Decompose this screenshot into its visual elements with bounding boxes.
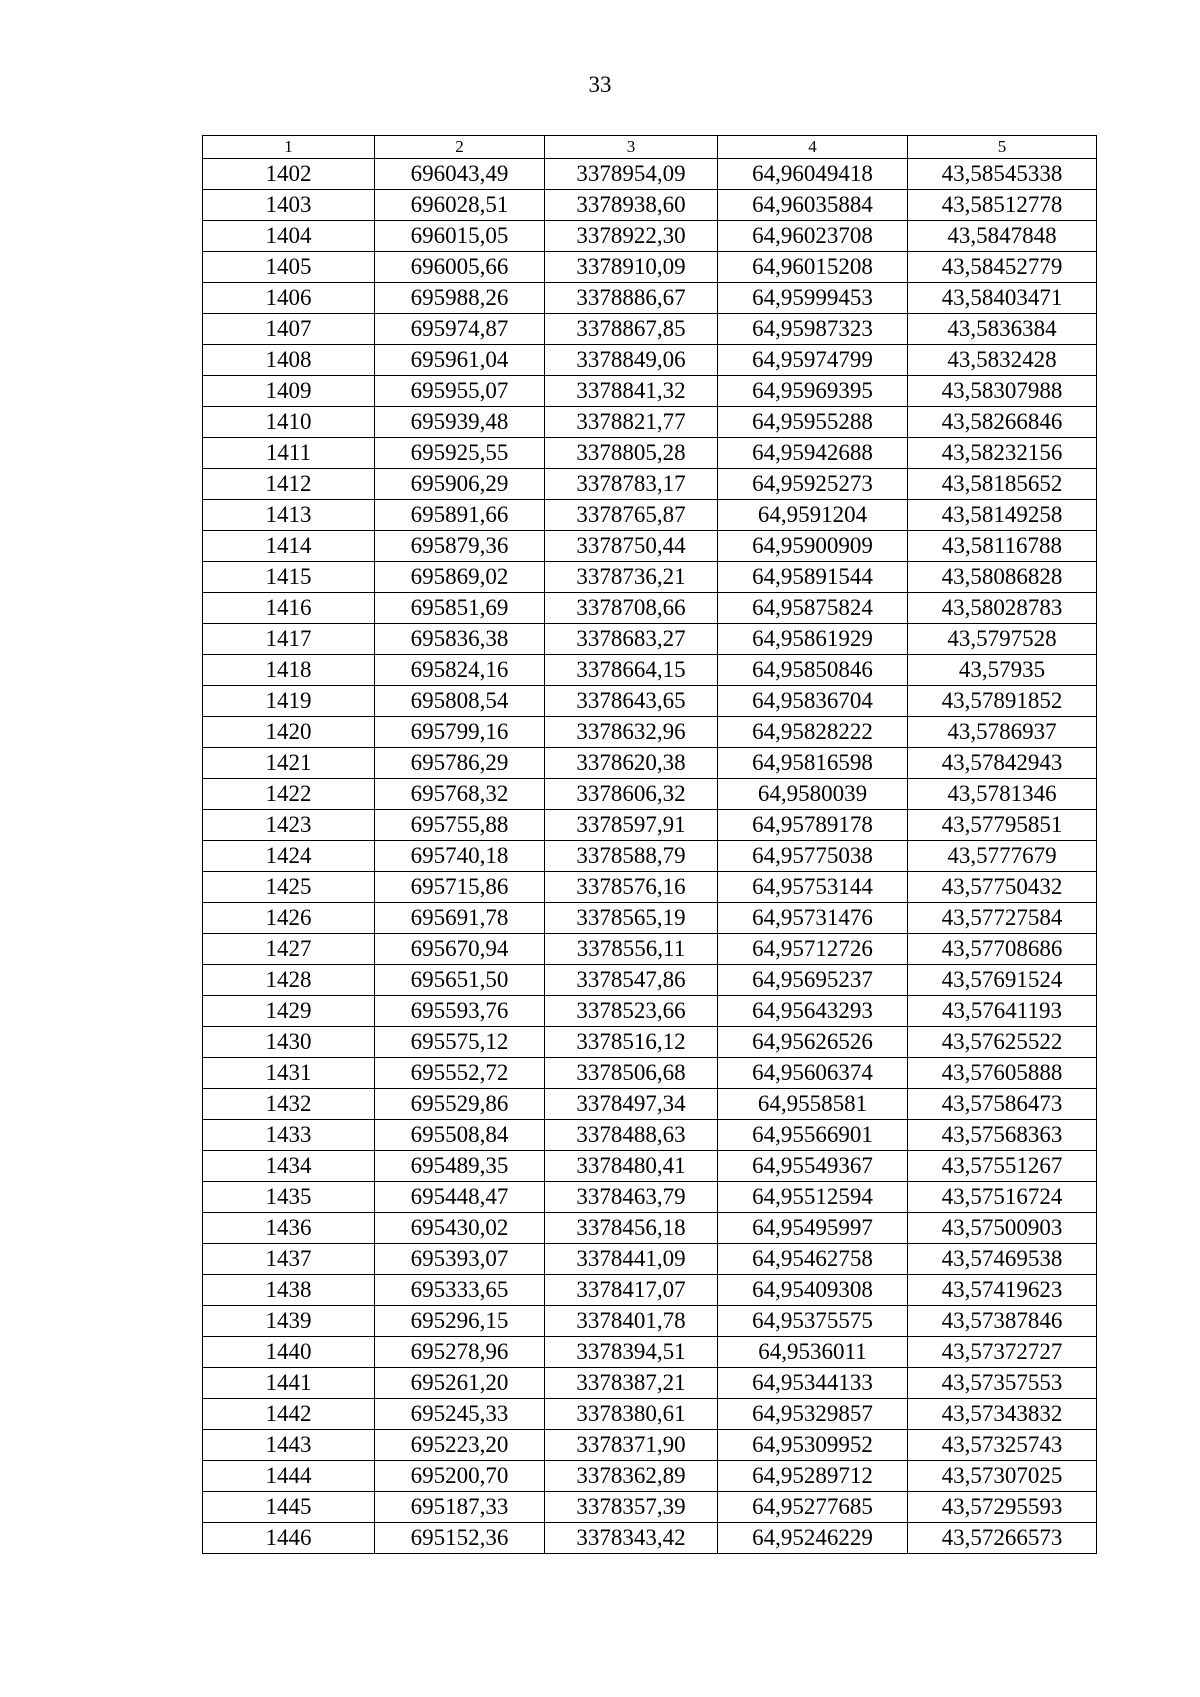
x-coordinate-cell: 695869,02 (375, 562, 545, 593)
x-coordinate-cell: 695448,47 (375, 1182, 545, 1213)
longitude-cell: 64,95344133 (718, 1368, 908, 1399)
x-coordinate-cell: 695740,18 (375, 841, 545, 872)
table-row (203, 283, 1097, 314)
latitude-cell: 43,57295593 (908, 1492, 1097, 1523)
table-row (203, 903, 1097, 934)
y-coordinate-cell: 3378938,60 (545, 190, 718, 221)
x-coordinate-cell: 695906,29 (375, 469, 545, 500)
longitude-cell: 64,95789178 (718, 810, 908, 841)
longitude-cell: 64,96023708 (718, 221, 908, 252)
latitude-cell: 43,58116788 (908, 531, 1097, 562)
y-coordinate-cell: 3378463,79 (545, 1182, 718, 1213)
table-row (203, 314, 1097, 345)
longitude-cell: 64,96015208 (718, 252, 908, 283)
x-coordinate-cell: 695278,96 (375, 1337, 545, 1368)
point-number-cell: 1405 (203, 252, 375, 283)
table-row (203, 1368, 1097, 1399)
longitude-cell: 64,95329857 (718, 1399, 908, 1430)
latitude-cell: 43,57419623 (908, 1275, 1097, 1306)
y-coordinate-cell: 3378886,67 (545, 283, 718, 314)
x-coordinate-cell: 695836,38 (375, 624, 545, 655)
y-coordinate-cell: 3378565,19 (545, 903, 718, 934)
point-number-cell: 1406 (203, 283, 375, 314)
point-number-cell: 1435 (203, 1182, 375, 1213)
point-number-cell: 1407 (203, 314, 375, 345)
point-number-cell: 1444 (203, 1461, 375, 1492)
longitude-cell: 64,95695237 (718, 965, 908, 996)
x-coordinate-cell: 695988,26 (375, 283, 545, 314)
latitude-cell: 43,58185652 (908, 469, 1097, 500)
x-coordinate-cell: 695508,84 (375, 1120, 545, 1151)
x-coordinate-cell: 695552,72 (375, 1058, 545, 1089)
longitude-cell: 64,9536011 (718, 1337, 908, 1368)
x-coordinate-cell: 695261,20 (375, 1368, 545, 1399)
x-coordinate-cell: 696043,49 (375, 159, 545, 190)
y-coordinate-cell: 3378606,32 (545, 779, 718, 810)
table-row (203, 159, 1097, 190)
point-number-cell: 1419 (203, 686, 375, 717)
point-number-cell: 1446 (203, 1523, 375, 1554)
point-number-cell: 1427 (203, 934, 375, 965)
x-coordinate-cell: 696028,51 (375, 190, 545, 221)
longitude-cell: 64,95974799 (718, 345, 908, 376)
y-coordinate-cell: 3378357,39 (545, 1492, 718, 1523)
table-row (203, 1058, 1097, 1089)
latitude-cell: 43,5797528 (908, 624, 1097, 655)
latitude-cell: 43,57691524 (908, 965, 1097, 996)
point-number-cell: 1415 (203, 562, 375, 593)
latitude-cell: 43,58086828 (908, 562, 1097, 593)
table-row (203, 1306, 1097, 1337)
latitude-cell: 43,57891852 (908, 686, 1097, 717)
table-row (203, 407, 1097, 438)
latitude-cell: 43,58266846 (908, 407, 1097, 438)
table-row (203, 1337, 1097, 1368)
longitude-cell: 64,95606374 (718, 1058, 908, 1089)
x-coordinate-cell: 695786,29 (375, 748, 545, 779)
x-coordinate-cell: 695223,20 (375, 1430, 545, 1461)
longitude-cell: 64,95999453 (718, 283, 908, 314)
point-number-cell: 1425 (203, 872, 375, 903)
point-number-cell: 1410 (203, 407, 375, 438)
x-coordinate-cell: 695879,36 (375, 531, 545, 562)
y-coordinate-cell: 3378867,85 (545, 314, 718, 345)
y-coordinate-cell: 3378736,21 (545, 562, 718, 593)
table-row (203, 190, 1097, 221)
latitude-cell: 43,58028783 (908, 593, 1097, 624)
longitude-cell: 64,95566901 (718, 1120, 908, 1151)
x-coordinate-cell: 695393,07 (375, 1244, 545, 1275)
y-coordinate-cell: 3378750,44 (545, 531, 718, 562)
latitude-cell: 43,5836384 (908, 314, 1097, 345)
table-row (203, 1182, 1097, 1213)
point-number-cell: 1408 (203, 345, 375, 376)
y-coordinate-cell: 3378556,11 (545, 934, 718, 965)
table-row (203, 1213, 1097, 1244)
x-coordinate-cell: 695691,78 (375, 903, 545, 934)
y-coordinate-cell: 3378620,38 (545, 748, 718, 779)
longitude-cell: 64,95643293 (718, 996, 908, 1027)
point-number-cell: 1426 (203, 903, 375, 934)
point-number-cell: 1402 (203, 159, 375, 190)
column-header-2: 2 (375, 136, 545, 159)
latitude-cell: 43,58232156 (908, 438, 1097, 469)
point-number-cell: 1434 (203, 1151, 375, 1182)
y-coordinate-cell: 3378523,66 (545, 996, 718, 1027)
latitude-cell: 43,57795851 (908, 810, 1097, 841)
point-number-cell: 1412 (203, 469, 375, 500)
table-row (203, 345, 1097, 376)
longitude-cell: 64,95731476 (718, 903, 908, 934)
table-row (203, 655, 1097, 686)
header-row (203, 136, 1097, 159)
longitude-cell: 64,95925273 (718, 469, 908, 500)
latitude-cell: 43,57641193 (908, 996, 1097, 1027)
coordinates-table (202, 135, 1097, 1554)
point-number-cell: 1413 (203, 500, 375, 531)
point-number-cell: 1414 (203, 531, 375, 562)
latitude-cell: 43,57625522 (908, 1027, 1097, 1058)
table-row (203, 562, 1097, 593)
table-row (203, 593, 1097, 624)
table-row (203, 1151, 1097, 1182)
longitude-cell: 64,95495997 (718, 1213, 908, 1244)
latitude-cell: 43,57387846 (908, 1306, 1097, 1337)
latitude-cell: 43,57343832 (908, 1399, 1097, 1430)
page-number: 33 (588, 72, 612, 97)
x-coordinate-cell: 695670,94 (375, 934, 545, 965)
point-number-cell: 1442 (203, 1399, 375, 1430)
point-number-cell: 1437 (203, 1244, 375, 1275)
table-header (203, 136, 1097, 159)
latitude-cell: 43,57586473 (908, 1089, 1097, 1120)
table-row (203, 779, 1097, 810)
point-number-cell: 1428 (203, 965, 375, 996)
latitude-cell: 43,5781346 (908, 779, 1097, 810)
x-coordinate-cell: 695152,36 (375, 1523, 545, 1554)
longitude-cell: 64,95875824 (718, 593, 908, 624)
longitude-cell: 64,95277685 (718, 1492, 908, 1523)
y-coordinate-cell: 3378506,68 (545, 1058, 718, 1089)
point-number-cell: 1431 (203, 1058, 375, 1089)
longitude-cell: 64,95512594 (718, 1182, 908, 1213)
longitude-cell: 64,95626526 (718, 1027, 908, 1058)
x-coordinate-cell: 695575,12 (375, 1027, 545, 1058)
point-number-cell: 1438 (203, 1275, 375, 1306)
y-coordinate-cell: 3378708,66 (545, 593, 718, 624)
longitude-cell: 64,95775038 (718, 841, 908, 872)
latitude-cell: 43,57500903 (908, 1213, 1097, 1244)
y-coordinate-cell: 3378480,41 (545, 1151, 718, 1182)
longitude-cell: 64,95289712 (718, 1461, 908, 1492)
longitude-cell: 64,95816598 (718, 748, 908, 779)
point-number-cell: 1436 (203, 1213, 375, 1244)
point-number-cell: 1440 (203, 1337, 375, 1368)
point-number-cell: 1429 (203, 996, 375, 1027)
latitude-cell: 43,57842943 (908, 748, 1097, 779)
y-coordinate-cell: 3378516,12 (545, 1027, 718, 1058)
longitude-cell: 64,9580039 (718, 779, 908, 810)
table-row (203, 1461, 1097, 1492)
point-number-cell: 1430 (203, 1027, 375, 1058)
table-row (203, 717, 1097, 748)
y-coordinate-cell: 3378643,65 (545, 686, 718, 717)
latitude-cell: 43,5777679 (908, 841, 1097, 872)
longitude-cell: 64,9558581 (718, 1089, 908, 1120)
longitude-cell: 64,96049418 (718, 159, 908, 190)
table-row (203, 221, 1097, 252)
table-row (203, 469, 1097, 500)
table-row (203, 1399, 1097, 1430)
longitude-cell: 64,95246229 (718, 1523, 908, 1554)
y-coordinate-cell: 3378417,07 (545, 1275, 718, 1306)
point-number-cell: 1433 (203, 1120, 375, 1151)
x-coordinate-cell: 695593,76 (375, 996, 545, 1027)
table-row (203, 996, 1097, 1027)
table-body (203, 159, 1097, 1554)
x-coordinate-cell: 695651,50 (375, 965, 545, 996)
longitude-cell: 64,95549367 (718, 1151, 908, 1182)
y-coordinate-cell: 3378765,87 (545, 500, 718, 531)
point-number-cell: 1418 (203, 655, 375, 686)
latitude-cell: 43,58452779 (908, 252, 1097, 283)
point-number-cell: 1421 (203, 748, 375, 779)
latitude-cell: 43,57750432 (908, 872, 1097, 903)
latitude-cell: 43,57727584 (908, 903, 1097, 934)
x-coordinate-cell: 695430,02 (375, 1213, 545, 1244)
y-coordinate-cell: 3378488,63 (545, 1120, 718, 1151)
table-row (203, 841, 1097, 872)
y-coordinate-cell: 3378821,77 (545, 407, 718, 438)
x-coordinate-cell: 695925,55 (375, 438, 545, 469)
latitude-cell: 43,5832428 (908, 345, 1097, 376)
y-coordinate-cell: 3378547,86 (545, 965, 718, 996)
x-coordinate-cell: 695939,48 (375, 407, 545, 438)
latitude-cell: 43,57551267 (908, 1151, 1097, 1182)
longitude-cell: 64,95900909 (718, 531, 908, 562)
table-row (203, 1089, 1097, 1120)
table-row (203, 1523, 1097, 1554)
longitude-cell: 64,95828222 (718, 717, 908, 748)
table-row (203, 872, 1097, 903)
latitude-cell: 43,57357553 (908, 1368, 1097, 1399)
y-coordinate-cell: 3378664,15 (545, 655, 718, 686)
longitude-cell: 64,9591204 (718, 500, 908, 531)
y-coordinate-cell: 3378387,21 (545, 1368, 718, 1399)
y-coordinate-cell: 3378910,09 (545, 252, 718, 283)
x-coordinate-cell: 695974,87 (375, 314, 545, 345)
x-coordinate-cell: 695891,66 (375, 500, 545, 531)
point-number-cell: 1404 (203, 221, 375, 252)
point-number-cell: 1420 (203, 717, 375, 748)
y-coordinate-cell: 3378922,30 (545, 221, 718, 252)
x-coordinate-cell: 695715,86 (375, 872, 545, 903)
point-number-cell: 1423 (203, 810, 375, 841)
x-coordinate-cell: 695961,04 (375, 345, 545, 376)
point-number-cell: 1416 (203, 593, 375, 624)
x-coordinate-cell: 696005,66 (375, 252, 545, 283)
latitude-cell: 43,58307988 (908, 376, 1097, 407)
point-number-cell: 1439 (203, 1306, 375, 1337)
latitude-cell: 43,58512778 (908, 190, 1097, 221)
y-coordinate-cell: 3378597,91 (545, 810, 718, 841)
y-coordinate-cell: 3378576,16 (545, 872, 718, 903)
x-coordinate-cell: 695808,54 (375, 686, 545, 717)
latitude-cell: 43,57708686 (908, 934, 1097, 965)
latitude-cell: 43,5847848 (908, 221, 1097, 252)
latitude-cell: 43,57307025 (908, 1461, 1097, 1492)
y-coordinate-cell: 3378456,18 (545, 1213, 718, 1244)
table-row (203, 1120, 1097, 1151)
latitude-cell: 43,57469538 (908, 1244, 1097, 1275)
longitude-cell: 64,95969395 (718, 376, 908, 407)
longitude-cell: 64,95861929 (718, 624, 908, 655)
x-coordinate-cell: 695529,86 (375, 1089, 545, 1120)
x-coordinate-cell: 696015,05 (375, 221, 545, 252)
table-row (203, 934, 1097, 965)
y-coordinate-cell: 3378783,17 (545, 469, 718, 500)
point-number-cell: 1409 (203, 376, 375, 407)
point-number-cell: 1403 (203, 190, 375, 221)
latitude-cell: 43,57568363 (908, 1120, 1097, 1151)
x-coordinate-cell: 695187,33 (375, 1492, 545, 1523)
column-header-5: 5 (908, 136, 1097, 159)
latitude-cell: 43,57266573 (908, 1523, 1097, 1554)
y-coordinate-cell: 3378497,34 (545, 1089, 718, 1120)
point-number-cell: 1417 (203, 624, 375, 655)
table-row (203, 252, 1097, 283)
y-coordinate-cell: 3378394,51 (545, 1337, 718, 1368)
y-coordinate-cell: 3378362,89 (545, 1461, 718, 1492)
longitude-cell: 64,95375575 (718, 1306, 908, 1337)
y-coordinate-cell: 3378441,09 (545, 1244, 718, 1275)
y-coordinate-cell: 3378401,78 (545, 1306, 718, 1337)
point-number-cell: 1411 (203, 438, 375, 469)
table-row (203, 1492, 1097, 1523)
latitude-cell: 43,58403471 (908, 283, 1097, 314)
y-coordinate-cell: 3378841,32 (545, 376, 718, 407)
point-number-cell: 1443 (203, 1430, 375, 1461)
column-header-4: 4 (718, 136, 908, 159)
x-coordinate-cell: 695489,35 (375, 1151, 545, 1182)
y-coordinate-cell: 3378805,28 (545, 438, 718, 469)
y-coordinate-cell: 3378954,09 (545, 159, 718, 190)
x-coordinate-cell: 695768,32 (375, 779, 545, 810)
latitude-cell: 43,57605888 (908, 1058, 1097, 1089)
table-row (203, 531, 1097, 562)
table-row (203, 686, 1097, 717)
y-coordinate-cell: 3378343,42 (545, 1523, 718, 1554)
column-header-3: 3 (545, 136, 718, 159)
table-row (203, 1244, 1097, 1275)
table-row (203, 624, 1097, 655)
latitude-cell: 43,58545338 (908, 159, 1097, 190)
y-coordinate-cell: 3378632,96 (545, 717, 718, 748)
table-row (203, 438, 1097, 469)
point-number-cell: 1432 (203, 1089, 375, 1120)
x-coordinate-cell: 695851,69 (375, 593, 545, 624)
y-coordinate-cell: 3378683,27 (545, 624, 718, 655)
x-coordinate-cell: 695755,88 (375, 810, 545, 841)
longitude-cell: 64,95955288 (718, 407, 908, 438)
x-coordinate-cell: 695245,33 (375, 1399, 545, 1430)
column-header-1: 1 (203, 136, 375, 159)
table-row (203, 748, 1097, 779)
latitude-cell: 43,57935 (908, 655, 1097, 686)
point-number-cell: 1445 (203, 1492, 375, 1523)
y-coordinate-cell: 3378849,06 (545, 345, 718, 376)
longitude-cell: 64,95712726 (718, 934, 908, 965)
table-row (203, 965, 1097, 996)
longitude-cell: 64,95942688 (718, 438, 908, 469)
point-number-cell: 1441 (203, 1368, 375, 1399)
latitude-cell: 43,57325743 (908, 1430, 1097, 1461)
table-row (203, 1430, 1097, 1461)
longitude-cell: 64,95891544 (718, 562, 908, 593)
table-row (203, 1027, 1097, 1058)
longitude-cell: 64,95753144 (718, 872, 908, 903)
y-coordinate-cell: 3378588,79 (545, 841, 718, 872)
y-coordinate-cell: 3378380,61 (545, 1399, 718, 1430)
table-row (203, 1275, 1097, 1306)
longitude-cell: 64,96035884 (718, 190, 908, 221)
longitude-cell: 64,95836704 (718, 686, 908, 717)
x-coordinate-cell: 695296,15 (375, 1306, 545, 1337)
table-row (203, 500, 1097, 531)
x-coordinate-cell: 695333,65 (375, 1275, 545, 1306)
longitude-cell: 64,95987323 (718, 314, 908, 345)
latitude-cell: 43,5786937 (908, 717, 1097, 748)
x-coordinate-cell: 695200,70 (375, 1461, 545, 1492)
table-row (203, 810, 1097, 841)
longitude-cell: 64,95462758 (718, 1244, 908, 1275)
longitude-cell: 64,95309952 (718, 1430, 908, 1461)
longitude-cell: 64,95850846 (718, 655, 908, 686)
table-row (203, 376, 1097, 407)
longitude-cell: 64,95409308 (718, 1275, 908, 1306)
point-number-cell: 1422 (203, 779, 375, 810)
point-number-cell: 1424 (203, 841, 375, 872)
latitude-cell: 43,57372727 (908, 1337, 1097, 1368)
latitude-cell: 43,58149258 (908, 500, 1097, 531)
x-coordinate-cell: 695955,07 (375, 376, 545, 407)
x-coordinate-cell: 695799,16 (375, 717, 545, 748)
y-coordinate-cell: 3378371,90 (545, 1430, 718, 1461)
x-coordinate-cell: 695824,16 (375, 655, 545, 686)
latitude-cell: 43,57516724 (908, 1182, 1097, 1213)
